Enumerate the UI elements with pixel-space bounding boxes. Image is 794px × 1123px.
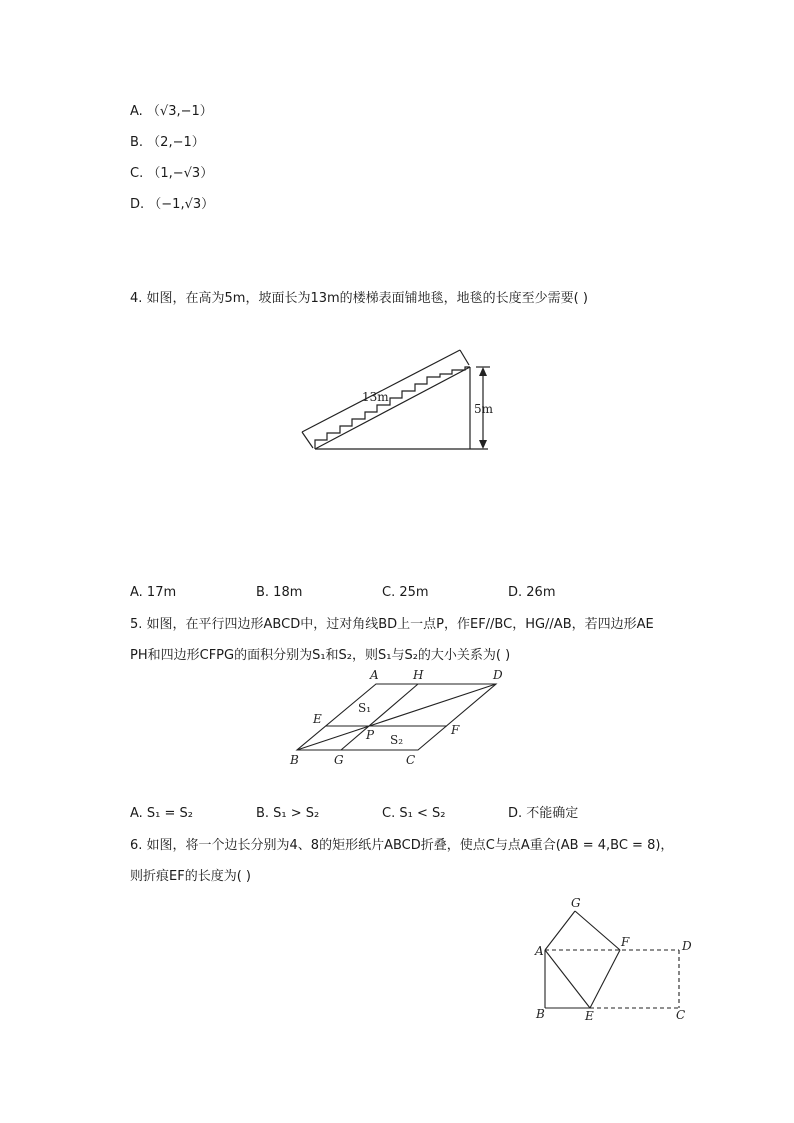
q4-option-a: A. 17m — [130, 585, 177, 600]
q5-label-S1: S₁ — [358, 701, 372, 715]
q6-label-D: D — [682, 939, 692, 953]
q4-option-c: C. 25m — [382, 585, 429, 600]
q5-option-d: D. 不能确定 — [508, 806, 579, 821]
q4-height-label: 5m — [474, 402, 494, 416]
q3-option-b: B. （2,−1） — [130, 135, 205, 150]
q6-label-B: B — [536, 1007, 545, 1021]
q6-stem-line2: 则折痕EF的长度为( ) — [130, 869, 251, 884]
q6-label-G: G — [571, 896, 581, 910]
q5-label-B: B — [290, 753, 299, 767]
q5-option-c: C. S₁ < S₂ — [382, 806, 446, 821]
q5-option-b: B. S₁ > S₂ — [256, 806, 320, 821]
q5-label-P: P — [366, 728, 375, 742]
q6-label-A: A — [535, 944, 544, 958]
q3-option-a: A. （√3,−1） — [130, 104, 213, 119]
q5-label-G: G — [334, 753, 344, 767]
q4-option-b: B. 18m — [256, 585, 303, 600]
q6-label-C: C — [676, 1008, 686, 1022]
q5-option-a: A. S₁ = S₂ — [130, 806, 194, 821]
q5-label-F: F — [451, 723, 460, 737]
q5-label-D: D — [493, 668, 503, 682]
q4-slope-label: 13m — [362, 390, 389, 404]
q6-label-F: F — [621, 935, 630, 949]
q5-stem-line1: 5. 如图，在平行四边形ABCD中，过对角线BD上一点P，作EF//BC，HG//AB，若四边形AE — [130, 617, 654, 632]
q5-label-A: A — [370, 668, 379, 682]
q5-stem-line2: PH和四边形CFPG的面积分别为S₁和S₂，则S₁与S₂的大小关系为( ) — [130, 648, 511, 663]
q4-stem: 4. 如图，在高为5m，坡面长为13m的楼梯表面铺地毯，地毯的长度至少需要( ) — [130, 291, 588, 306]
q4-option-d: D. 26m — [508, 585, 556, 600]
q5-label-S2: S₂ — [390, 733, 404, 747]
q3-option-d: D. （−1,√3） — [130, 197, 215, 212]
q6-stem-line1: 6. 如图，将一个边长分别为4、8的矩形纸片ABCD折叠，使点C与点A重合(AB = 4,BC = 8)， — [130, 838, 674, 853]
q5-label-H: H — [413, 668, 424, 682]
q5-label-E: E — [313, 712, 322, 726]
q6-label-E: E — [585, 1009, 594, 1023]
q3-option-c: C. （1,−√3） — [130, 166, 214, 181]
q5-label-C: C — [406, 753, 416, 767]
